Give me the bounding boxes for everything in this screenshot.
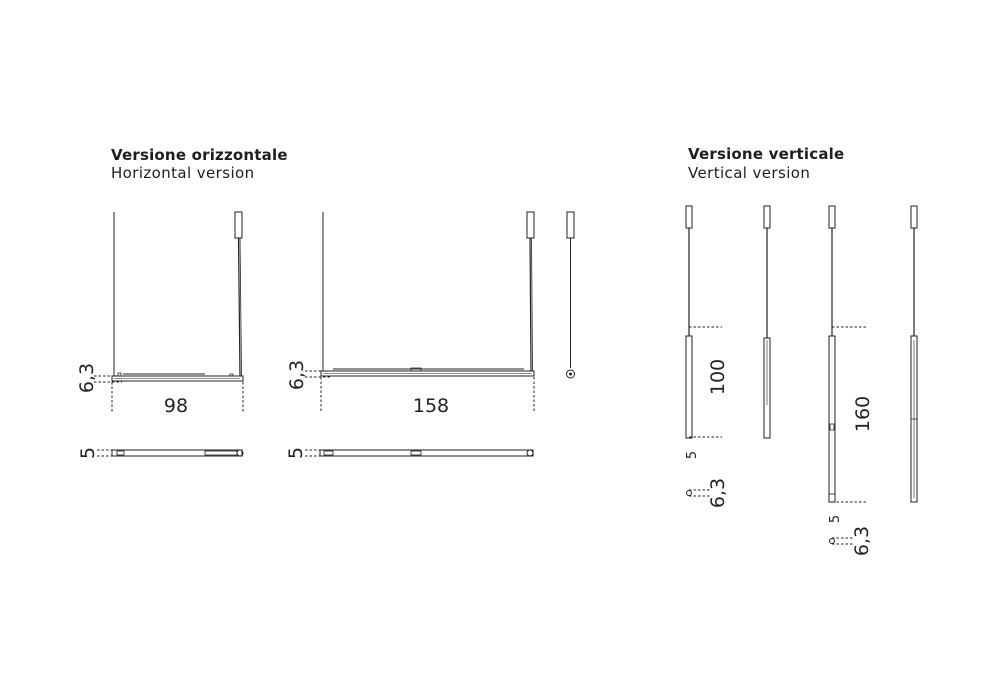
vertical-long-length-label: 160: [852, 395, 874, 433]
horizontal-large-height-label: 6,3: [286, 359, 308, 391]
horizontal-small-top-view: [77, 447, 243, 459]
vertical-long-plan-view: [830, 526, 874, 556]
horizontal-small-depth-label: 5: [77, 446, 99, 460]
vertical-long-side-view: [911, 206, 917, 502]
horizontal-large-length-dimension: [321, 377, 534, 417]
vertical-short-plan-view: [687, 478, 730, 508]
vertical-version-title: Versione verticale: [688, 145, 845, 163]
horizontal-large-depth-label: 5: [285, 446, 307, 460]
vertical-long-front-view: [828, 206, 874, 523]
horizontal-small-length-label: 98: [163, 395, 189, 417]
vertical-version-subtitle: Vertical version: [688, 164, 811, 182]
horizontal-side-view: [567, 212, 575, 378]
horizontal-small-height-label: 6,3: [76, 362, 98, 394]
vertical-long-height-label: 6,3: [851, 525, 873, 557]
horizontal-large-front-view: [321, 212, 534, 376]
vertical-short-length-label: 100: [707, 358, 729, 396]
horizontal-small-length-dimension: [112, 382, 243, 417]
horizontal-small-height-dimension: [76, 363, 122, 393]
vertical-long-depth-label: 5: [828, 514, 843, 524]
vertical-short-front-view: [685, 206, 729, 459]
vertical-short-depth-label: 5: [685, 450, 700, 460]
vertical-short-height-label: 6,3: [707, 477, 729, 509]
horizontal-large-top-view: [285, 447, 533, 459]
horizontal-version-subtitle: Horizontal version: [111, 164, 255, 182]
horizontal-version-title: Versione orizzontale: [111, 146, 288, 164]
horizontal-small-front-view: [112, 212, 243, 381]
horizontal-large-length-label: 158: [412, 395, 450, 417]
vertical-short-side-view: [764, 206, 770, 438]
